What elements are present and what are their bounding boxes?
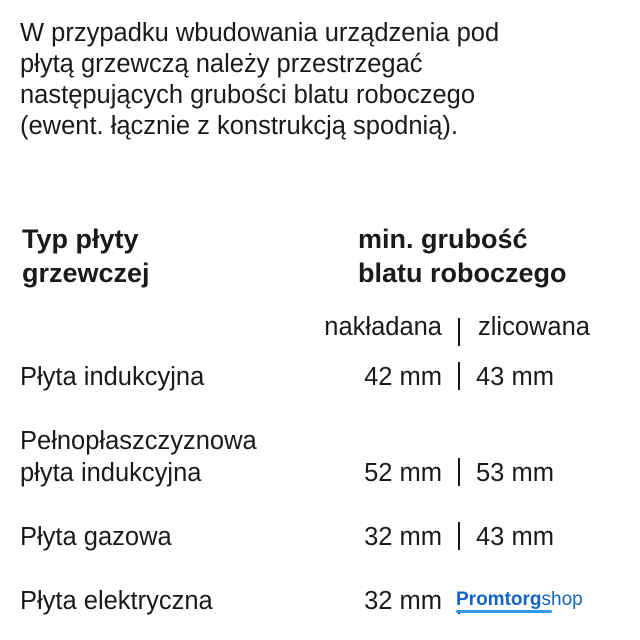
column-header-min-thickness: [358, 222, 567, 290]
column-header-type-line: grzewczej: [22, 258, 150, 288]
table-row-label: Płyta indukcyjna: [20, 363, 205, 391]
column-header-type: [22, 222, 150, 290]
column-divider: [458, 318, 460, 346]
intro-line: płytą grzewczą należy przestrzegać: [20, 50, 423, 78]
table-cell-zlicowana: 43 mm: [476, 523, 554, 551]
watermark-logo-part2: shop: [541, 589, 583, 610]
table-row-label: Płyta elektryczna: [20, 587, 213, 615]
intro-line: W przypadku wbudowania urządzenia pod: [20, 19, 500, 47]
column-header-min-line: min. grubość: [358, 224, 528, 254]
column-divider: [458, 362, 460, 390]
column-divider: [458, 458, 460, 486]
intro-line: następujących grubości blatu roboczego: [20, 81, 476, 109]
table-row-label: Pełnopłaszczyznowa płyta indukcyjna: [20, 427, 257, 487]
table-cell-nakladana: 42 mm: [364, 363, 442, 391]
subheader-zlicowana: zlicowana: [478, 313, 590, 341]
intro-line: (ewent. łącznie z konstrukcją spodnią).: [20, 112, 458, 140]
watermark-logo-underline: [456, 610, 552, 613]
column-header-min-line: blatu roboczego: [358, 258, 567, 288]
subheader-nakladana: nakładana: [324, 313, 442, 341]
table-cell-nakladana: 52 mm: [364, 459, 442, 487]
table-cell-nakladana: 32 mm: [364, 523, 442, 551]
intro-paragraph: [20, 18, 630, 142]
column-divider: [458, 522, 460, 550]
column-header-type-line: Typ płyty: [22, 224, 139, 254]
table-cell-zlicowana: 53 mm: [476, 459, 554, 487]
table-row-label: Płyta gazowa: [20, 523, 172, 551]
table-cell-nakladana: 32 mm: [364, 587, 442, 615]
table-cell-zlicowana: 43 mm: [476, 363, 554, 391]
watermark-logo-part1: Promtorg: [456, 589, 542, 610]
